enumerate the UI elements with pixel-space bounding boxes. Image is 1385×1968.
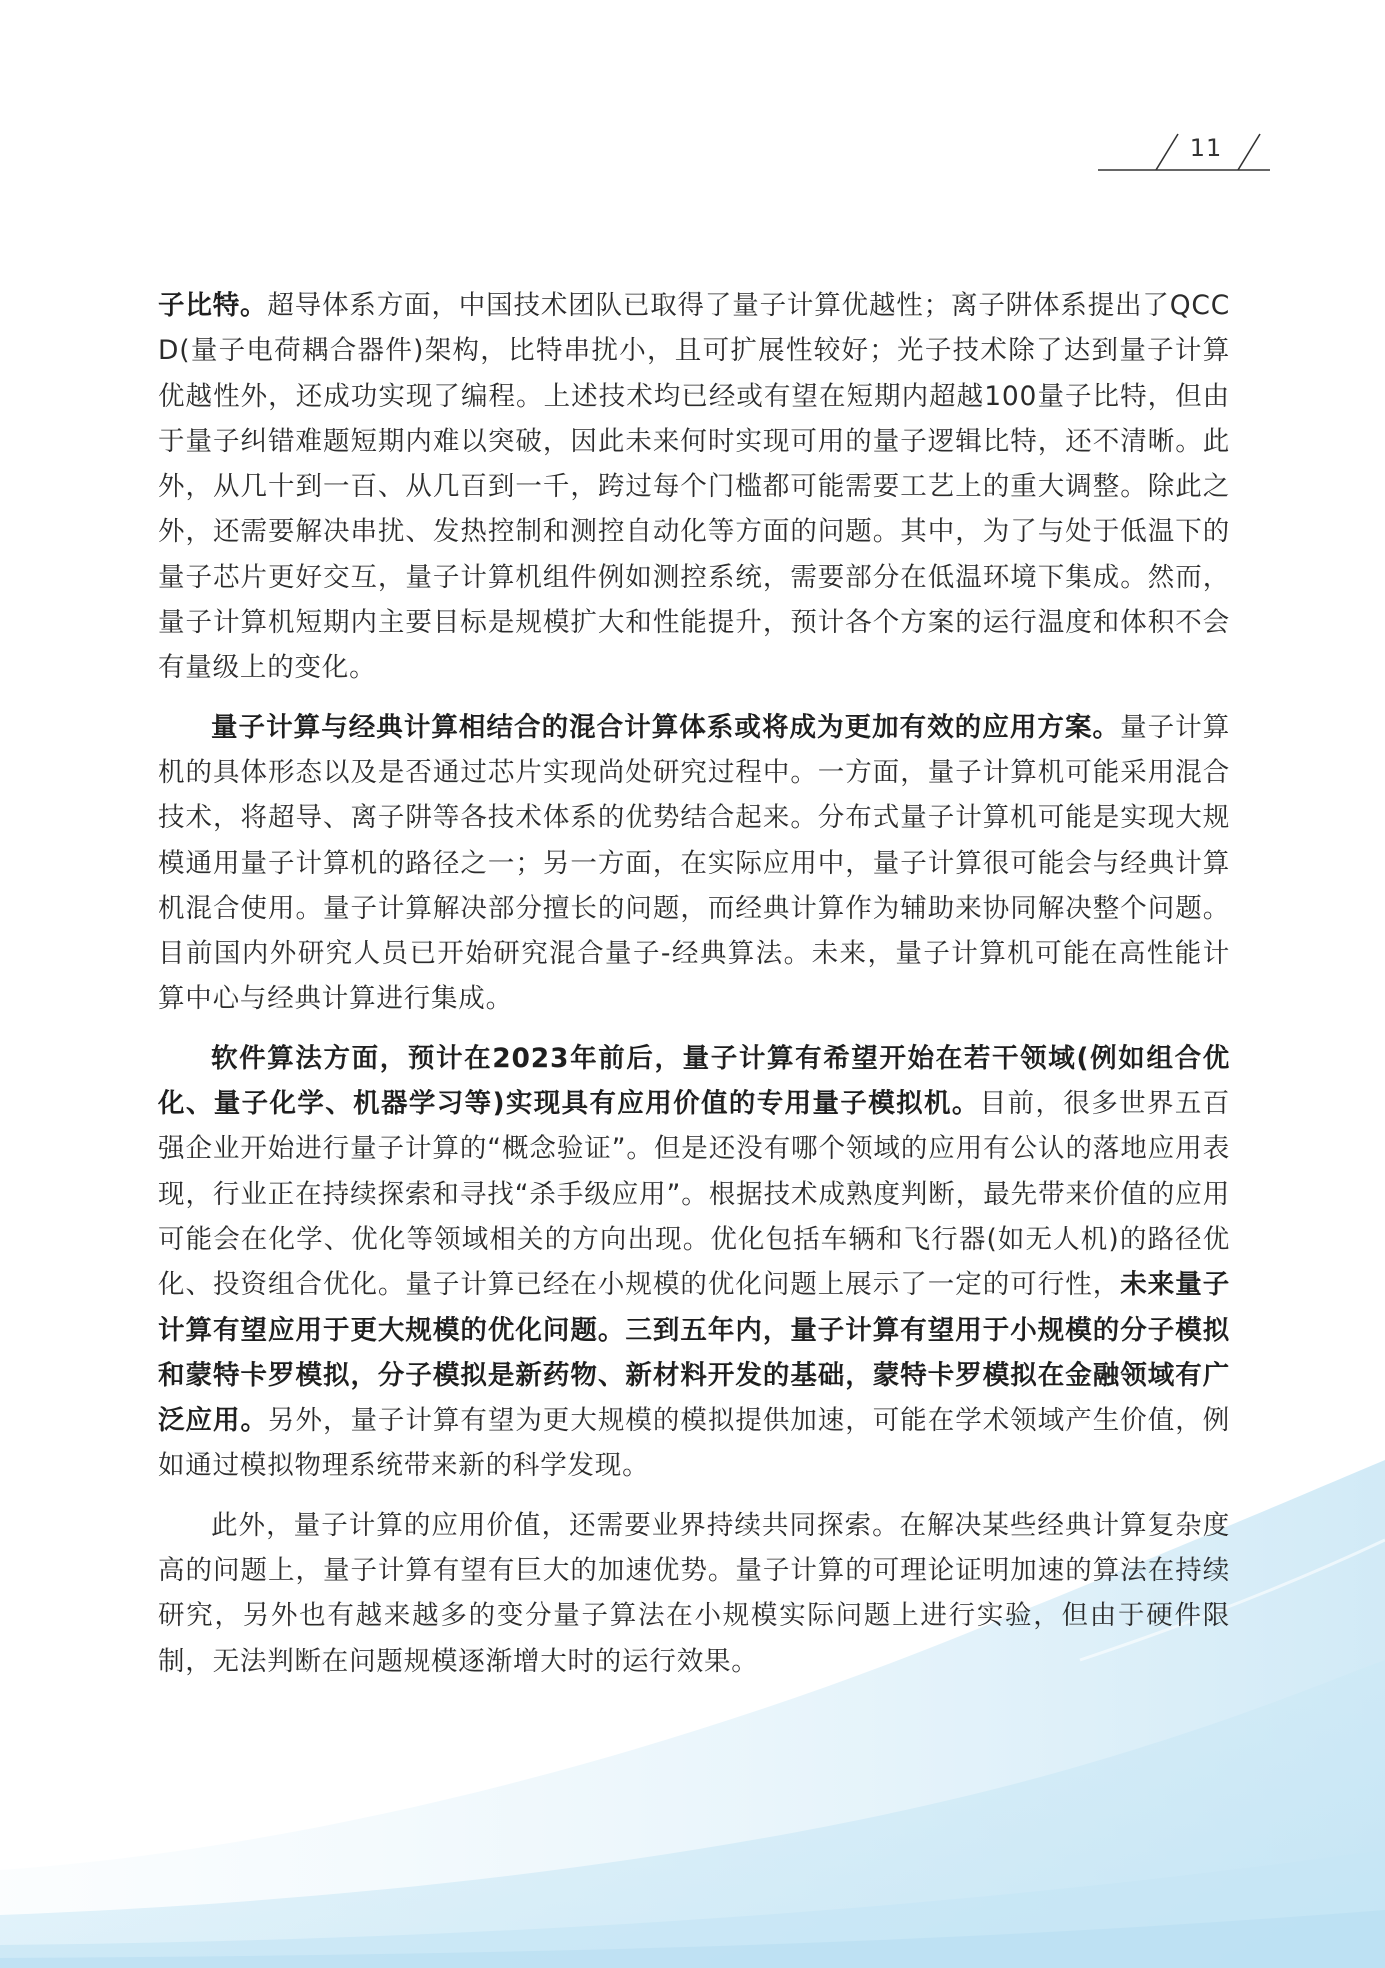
bold-run: 子比特。 [158,290,268,321]
bold-run: 量子计算与经典计算相结合的混合计算体系或将成为更加有效的应用方案。 [211,711,1121,743]
paragraph-2 [158,705,1230,1022]
text-run: 超导体系方面，中国技术团队已取得了量子计算优越性；离子阱体系提出了QCCD(量子电荷耦合器件)架构，比特串扰小，且可扩展性较好；光子技术除了达到量子计算优越性外，还成功实现了编程。上述技术均已经或有望在短期内超越100量子比特，但由于量子纠错难题短期内难以突破，因此未来何时实现可用的量子逻辑比特，还不清晰。此外，从几十到一百、从几百到一千，跨过每个门槛都可能需要工艺上的重大调整。除此之外，还需要解决串扰、发热控制和测控自动化等方面的问题。其中，为了与处于低温下的量子芯片更好交互，量子计算机组件例如测控系统，需要部分在低温环境下集成。然而，量子计算机短期内主要目标是规模扩大和性能提升，预计各个方案的运行温度和体积不会有量级上的变化。 [158,290,1231,684]
text-run: 量子计算机的具体形态以及是否通过芯片实现尚处研究过程中。一方面，量子计算机可能采用混合技术，将超导、离子阱等各技术体系的优势结合起来。分布式量子计算机可能是实现大规模通用量子计算机的路径之一；另一方面，在实际应用中，量子计算很可能会与经典计算机混合使用。量子计算解决部分擅长的问题，而经典计算作为辅助来协同解决整个问题。目前国内外研究人员已开始研究混合量子-经典算法。未来，量子计算机可能在高性能计算中心与经典计算进行集成。 [158,711,1231,1015]
page-number-header [1098,128,1270,174]
text-run: 此外，量子计算的应用价值，还需要业界持续共同探索。在解决某些经典计算复杂度高的问题上，量子计算有望有巨大的加速优势。量子计算的可理论证明加速的算法在持续研究，另外也有越来越多的变分量子算法在小规模实际问题上进行实验，但由于硬件限制，无法判断在问题规模逐渐增大时的运行效果。 [158,1509,1230,1677]
bold-run: 未来量子计算有望应用于更大规模的优化问题。三到五年内，量子计算有望用于小规模的分子模拟和蒙特卡罗模拟，分子模拟是新药物、新材料开发的基础，蒙特卡罗模拟在金融领域有广泛应用。 [158,1269,1231,1437]
paragraph-4 [158,1503,1230,1684]
page-number: 11 [1189,134,1223,162]
document-body [158,283,1230,1698]
paragraph-1 [158,283,1230,691]
paragraph-3 [158,1036,1230,1489]
text-run: 目前，很多世界五百强企业开始进行量子计算的“概念验证”。但是还没有哪个领域的应用有公认的落地应用表现，行业正在持续探索和寻找“杀手级应用”。根据技术成熟度判断，最先带来价值的应用可能会在化学、优化等领域相关的方向出现。优化包括车辆和飞行器(如无人机)的路径优化、投资组合优化。量子计算已经在小规模的优化问题上展示了一定的可行性， [158,1088,1230,1301]
page-number-decoration-icon [1098,128,1270,174]
bold-run: 软件算法方面，预计在2023年前后，量子计算有希望开始在若干领域(例如组合优化、量子化学、机器学习等)实现具有应用价值的专用量子模拟机。 [158,1042,1230,1120]
text-run: 另外，量子计算有望为更大规模的模拟提供加速，可能在学术领域产生价值，例如通过模拟物理系统带来新的科学发现。 [158,1405,1230,1482]
